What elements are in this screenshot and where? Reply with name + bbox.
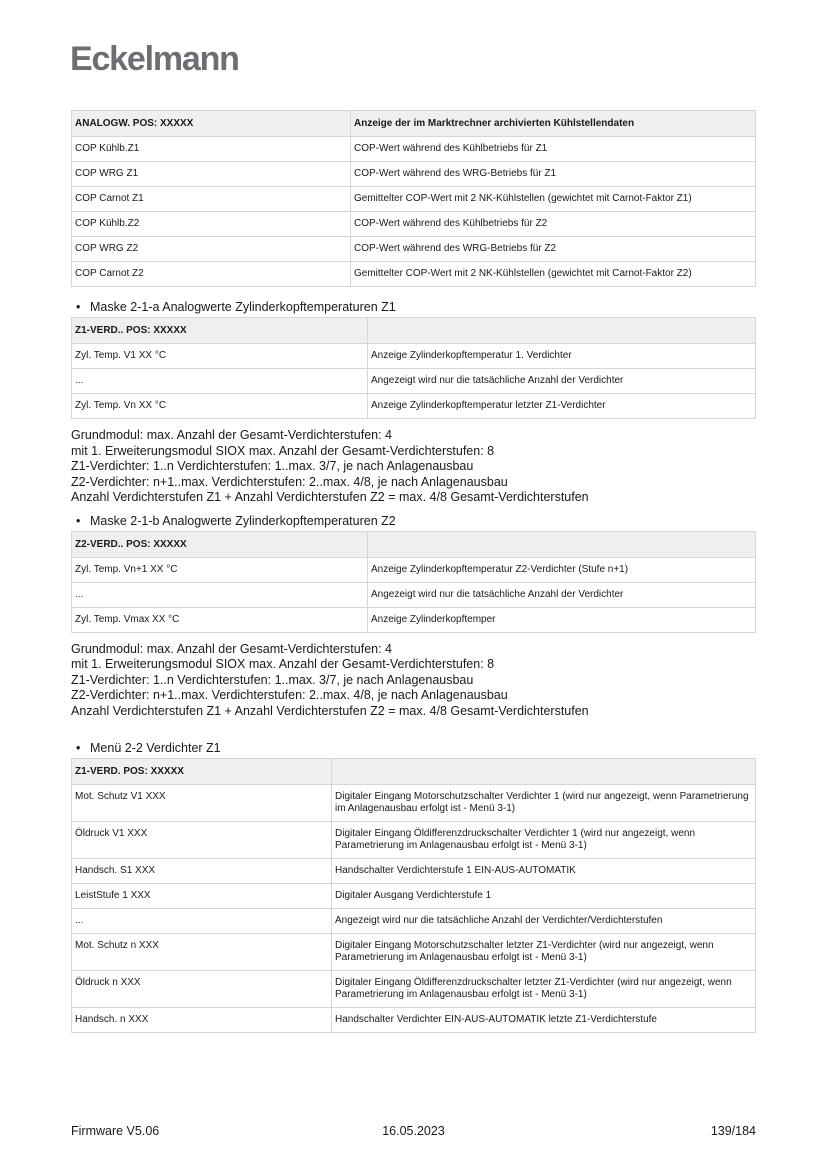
- table-cell: Öldruck V1 XXX: [72, 822, 332, 859]
- note-line: Grundmodul: max. Anzahl der Gesamt-Verdichterstufen: 4: [71, 428, 392, 442]
- notes-paragraph: [71, 428, 756, 506]
- cylinder-temp-z1-table: [71, 317, 756, 419]
- table-cell: COP Kühlb.Z2: [72, 212, 351, 237]
- table-cell: Digitaler Eingang Öldifferenzdruckschalter letzter Z1-Verdichter (wird nur angezeigt, wenn Parametrierung im Anlagenausbau erfolgt ist - Menü 3-1): [332, 971, 756, 1008]
- table-header-row: [72, 318, 756, 344]
- table-row: [72, 369, 756, 394]
- table-row: [72, 607, 756, 632]
- note-line: Anzahl Verdichterstufen Z1 + Anzahl Verdichterstufen Z2 = max. 4/8 Gesamt-Verdichterstufen: [71, 490, 589, 504]
- section-heading-menu-2-2: [76, 741, 756, 756]
- table-cell: COP Carnot Z2: [72, 262, 351, 287]
- note-line: Z1-Verdichter: 1..n Verdichterstufen: 1..max. 3/7, je nach Anlagenausbau: [71, 459, 474, 473]
- note-line: Z1-Verdichter: 1..n Verdichterstufen: 1..max. 3/7, je nach Anlagenausbau: [71, 672, 474, 687]
- table-cell: COP-Wert während des Kühlbetriebs für Z1: [351, 137, 756, 162]
- table-cell: Angezeigt wird nur die tatsächliche Anzahl der Verdichter/Verdichterstufen: [332, 909, 756, 934]
- table-row: [72, 785, 756, 822]
- table-cell: ...: [72, 582, 368, 607]
- table-cell: Öldruck n XXX: [72, 971, 332, 1008]
- table-row: [72, 884, 756, 909]
- table-row: [72, 557, 756, 582]
- note-line: mit 1. Erweiterungsmodul SIOX max. Anzahl der Gesamt-Verdichterstufen: 8: [71, 443, 495, 458]
- table-cell: Zyl. Temp. Vn XX °C: [72, 394, 368, 419]
- table-cell: Mot. Schutz n XXX: [72, 934, 332, 971]
- table-cell: COP-Wert während des WRG-Betriebs für Z2: [351, 237, 756, 262]
- table-cell: ...: [72, 909, 332, 934]
- eckelmann-logo: Eckelmann: [70, 40, 239, 78]
- table-header-cell: Anzeige der im Marktrechner archivierten Kühlstellendaten: [351, 111, 756, 137]
- table-cell: Angezeigt wird nur die tatsächliche Anzahl der Verdichter: [368, 582, 756, 607]
- table-cell: COP-Wert während des Kühlbetriebs für Z2: [351, 212, 756, 237]
- table-row: [72, 187, 756, 212]
- table-cell: Anzeige Zylinderkopftemperatur letzter Z1-Verdichter: [368, 394, 756, 419]
- table-cell: Zyl. Temp. Vn+1 XX °C: [72, 557, 368, 582]
- section-heading-mask-2-1-b: [76, 514, 756, 529]
- table-header-cell: ANALOGW. POS: XXXXX: [72, 111, 351, 137]
- table-cell: COP WRG Z2: [72, 237, 351, 262]
- table-cell: COP Carnot Z1: [72, 187, 351, 212]
- table-row: [72, 344, 756, 369]
- table-cell: Zyl. Temp. Vmax XX °C: [72, 607, 368, 632]
- table-row: [72, 971, 756, 1008]
- table-cell: Digitaler Eingang Öldifferenzdruckschalter Verdichter 1 (wird nur angezeigt, wenn Parametrierung im Anlagenausbau erfolgt ist - Menü 3-1): [332, 822, 756, 859]
- table-cell: ...: [72, 369, 368, 394]
- note-line: mit 1. Erweiterungsmodul SIOX max. Anzahl der Gesamt-Verdichterstufen: 8: [71, 657, 495, 671]
- bullet-dot: •: [76, 300, 81, 314]
- table-cell: LeistStufe 1 XXX: [72, 884, 332, 909]
- analog-values-table: [71, 110, 756, 287]
- table-row: [72, 582, 756, 607]
- table-header-row: [72, 111, 756, 137]
- firmware-version: Firmware V5.06: [71, 1124, 160, 1138]
- table-cell: Digitaler Ausgang Verdichterstufe 1: [332, 884, 756, 909]
- table-row: [72, 137, 756, 162]
- table-cell: Gemittelter COP-Wert mit 2 NK-Kühlstellen (gewichtet mit Carnot-Faktor Z2): [351, 262, 756, 287]
- table-cell: Anzeige Zylinderkopftemper: [368, 607, 756, 632]
- table-header-cell: [368, 531, 756, 557]
- table-cell: Zyl. Temp. V1 XX °C: [72, 344, 368, 369]
- table-cell: Handsch. n XXX: [72, 1008, 332, 1033]
- table-cell: Gemittelter COP-Wert mit 2 NK-Kühlstellen (gewichtet mit Carnot-Faktor Z1): [351, 187, 756, 212]
- table-cell: COP-Wert während des WRG-Betriebs für Z1: [351, 162, 756, 187]
- table-row: [72, 212, 756, 237]
- table-cell: Handsch. S1 XXX: [72, 859, 332, 884]
- bullet-dot: •: [76, 741, 81, 755]
- table-header-cell: Z1-VERD. POS: XXXXX: [72, 759, 332, 785]
- table-row: [72, 162, 756, 187]
- table-header-row: [72, 531, 756, 557]
- table-row: [72, 237, 756, 262]
- section-heading-mask-2-1-a: [76, 300, 756, 315]
- section-heading-text: Maske 2-1-a Analogwerte Zylinderkopftemperaturen Z1: [90, 300, 396, 314]
- table-cell: Angezeigt wird nur die tatsächliche Anzahl der Verdichter: [368, 369, 756, 394]
- page-content: [71, 110, 756, 1033]
- table-header-cell: Z2-VERD.. POS: XXXXX: [72, 531, 368, 557]
- table-cell: Digitaler Eingang Motorschutzschalter letzter Z1-Verdichter (wird nur angezeigt, wenn Parametrierung im Anlagenausbau erfolgt ist - Menü 3-1): [332, 934, 756, 971]
- note-line: Grundmodul: max. Anzahl der Gesamt-Verdichterstufen: 4: [71, 641, 392, 656]
- table-cell: Mot. Schutz V1 XXX: [72, 785, 332, 822]
- table-cell: Anzeige Zylinderkopftemperatur 1. Verdichter: [368, 344, 756, 369]
- table-cell: Digitaler Eingang Motorschutzschalter Verdichter 1 (wird nur angezeigt, wenn Parametrierung im Anlagenausbau erfolgt ist - Menü 3-1): [332, 785, 756, 822]
- table-cell: Anzeige Zylinderkopftemperatur Z2-Verdichter (Stufe n+1): [368, 557, 756, 582]
- cylinder-temp-z2-table: [71, 531, 756, 633]
- page-footer: [71, 1124, 756, 1140]
- table-cell: Handschalter Verdichterstufe 1 EIN-AUS-AUTOMATIK: [332, 859, 756, 884]
- table-row: [72, 1008, 756, 1033]
- page-number: 139/184: [710, 1124, 756, 1138]
- table-cell: Handschalter Verdichter EIN-AUS-AUTOMATIK letzte Z1-Verdichterstufe: [332, 1008, 756, 1033]
- notes-paragraph: [71, 642, 756, 720]
- table-header-cell: Z1-VERD.. POS: XXXXX: [72, 318, 368, 344]
- bullet-dot: •: [76, 513, 81, 528]
- section-heading-text: Maske 2-1-b Analogwerte Zylinderkopftemperaturen Z2: [90, 513, 396, 528]
- note-line: Z2-Verdichter: n+1..max. Verdichterstufen: 2..max. 4/8, je nach Anlagenausbau: [71, 474, 508, 489]
- compressor-z1-table: [71, 758, 756, 1033]
- table-row: [72, 859, 756, 884]
- table-header-row: [72, 759, 756, 785]
- section-heading-text: Menü 2-2 Verdichter Z1: [90, 741, 221, 755]
- table-row: [72, 262, 756, 287]
- table-cell: COP Kühlb.Z1: [72, 137, 351, 162]
- note-line: Z2-Verdichter: n+1..max. Verdichterstufen: 2..max. 4/8, je nach Anlagenausbau: [71, 688, 508, 702]
- table-row: [72, 909, 756, 934]
- table-row: [72, 394, 756, 419]
- table-row: [72, 934, 756, 971]
- table-header-cell: [332, 759, 756, 785]
- table-cell: COP WRG Z1: [72, 162, 351, 187]
- note-line: Anzahl Verdichterstufen Z1 + Anzahl Verdichterstufen Z2 = max. 4/8 Gesamt-Verdichterstufen: [71, 703, 589, 718]
- table-row: [72, 822, 756, 859]
- table-header-cell: [368, 318, 756, 344]
- footer-date: 16.05.2023: [382, 1124, 445, 1138]
